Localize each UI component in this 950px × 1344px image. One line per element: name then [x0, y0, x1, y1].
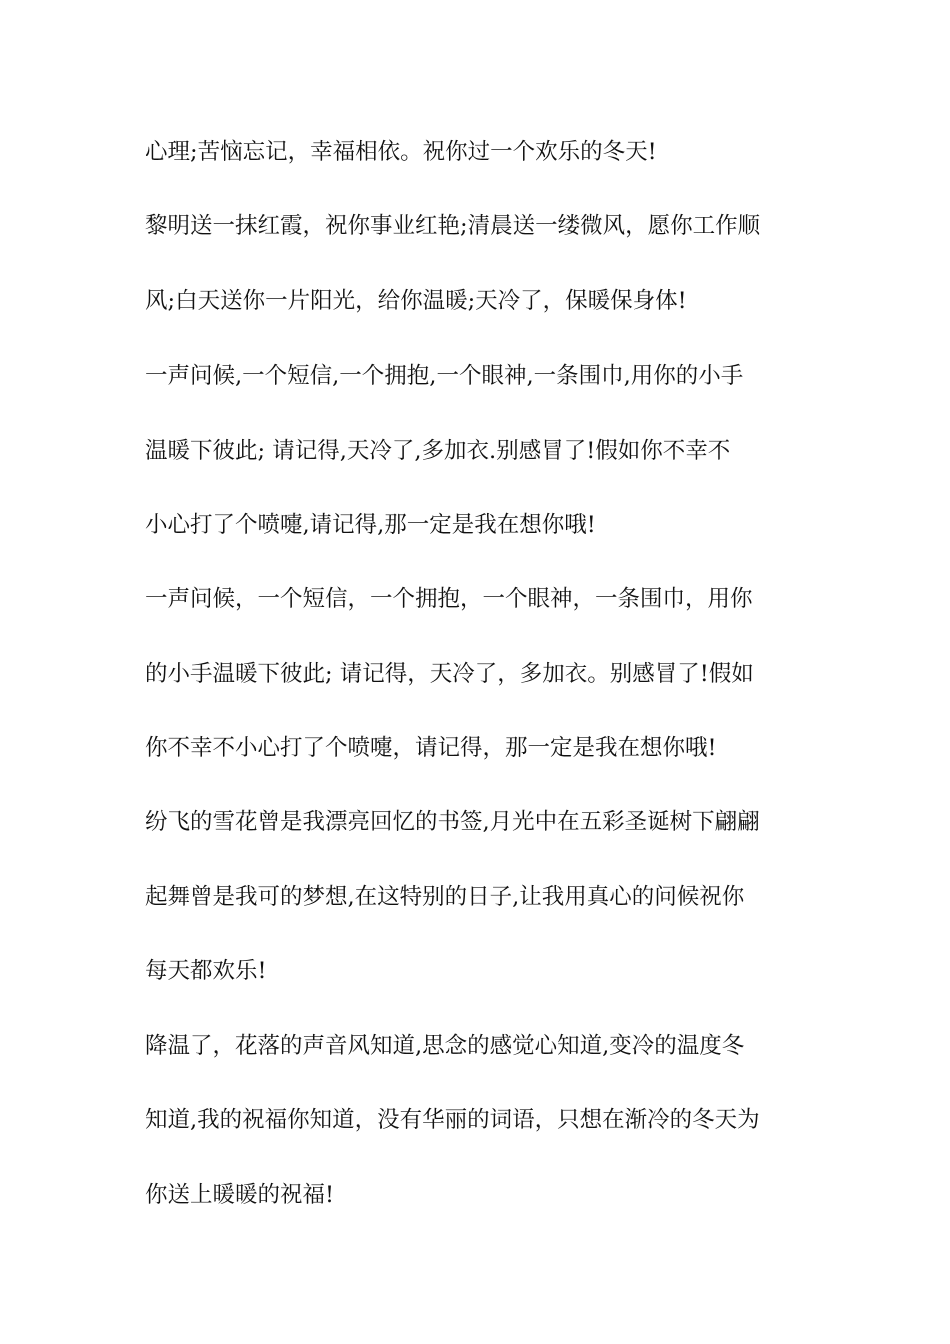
text-line: 每天都欢乐! [145, 958, 267, 984]
text-line: 降温了，花落的声音风知道,思念的感觉心知道,变冷的温度冬 [145, 1033, 745, 1059]
text-line: 小心打了个喷嚏,请记得,那一定是我在想你哦! [145, 512, 596, 538]
text-line: 你送上暖暖的祝福! [145, 1182, 335, 1208]
text-line: 一声问候,一个短信,一个拥抱,一个眼神,一条围巾,用你的小手 [145, 363, 744, 389]
text-line: 纷飞的雪花曾是我漂亮回忆的书签,月光中在五彩圣诞树下翩翩 [145, 809, 760, 835]
text-line: 黎明送一抹红霞，祝你事业红艳;清晨送一缕微风，愿你工作顺 [145, 213, 761, 239]
text-line: 起舞曾是我可的梦想,在这特别的日子,让我用真心的问候祝你 [145, 884, 745, 910]
text-line: 风;白天送你一片阳光，给你温暖;天冷了，保暖保身体! [145, 288, 687, 314]
text-line: 一声问候，一个短信，一个拥抱，一个眼神，一条围巾，用你 [145, 586, 753, 612]
text-line: 的小手温暖下彼此; 请记得，天冷了，多加衣。别感冒了!假如 [145, 661, 754, 687]
text-line: 你不幸不小心打了个喷嚏，请记得，那一定是我在想你哦! [145, 735, 717, 761]
text-line: 心理;苦恼忘记，幸福相依。祝你过一个欢乐的冬天! [145, 139, 657, 165]
text-line: 知道,我的祝福你知道，没有华丽的词语，只想在渐冷的冬天为 [145, 1107, 760, 1133]
text-line: 温暖下彼此; 请记得,天冷了,多加衣.别感冒了!假如你不幸不 [145, 438, 731, 464]
